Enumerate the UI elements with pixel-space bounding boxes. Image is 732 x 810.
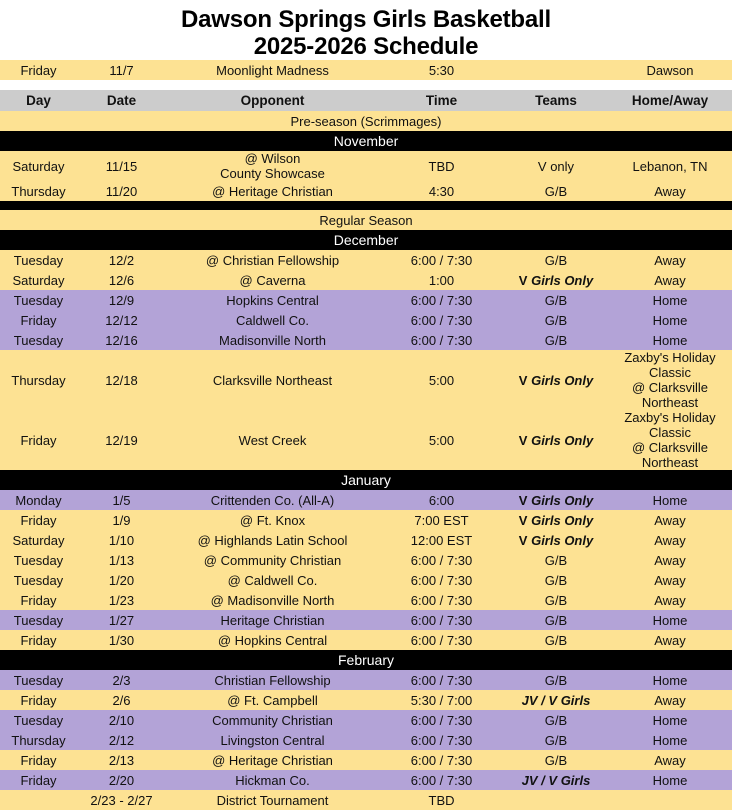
cell-home-away: Away bbox=[608, 750, 732, 770]
cell-date: 11/20 bbox=[77, 181, 166, 201]
cell-opponent: Hickman Co. bbox=[166, 770, 379, 790]
cell-date: 12/16 bbox=[77, 330, 166, 350]
cell-home-away: Zaxby's Holiday Classic @ Clarksville Northeast bbox=[608, 350, 732, 410]
cell-teams: G/B bbox=[504, 250, 608, 270]
cell-time: 6:00 / 7:30 bbox=[379, 330, 504, 350]
table-row[interactable] bbox=[0, 750, 732, 770]
cell-day: Friday bbox=[0, 590, 77, 610]
table-row[interactable] bbox=[0, 410, 732, 470]
cell-day: Tuesday bbox=[0, 250, 77, 270]
cell-time: 5:00 bbox=[379, 410, 504, 470]
month-label-december: December bbox=[0, 230, 732, 250]
table-row[interactable] bbox=[0, 710, 732, 730]
table-row-moonlight-madness[interactable] bbox=[0, 60, 732, 80]
cell-teams: G/B bbox=[504, 181, 608, 201]
cell-teams: G/B bbox=[504, 710, 608, 730]
cell-time: 6:00 / 7:30 bbox=[379, 730, 504, 750]
cell-time: 6:00 / 7:30 bbox=[379, 250, 504, 270]
cell-teams: G/B bbox=[504, 330, 608, 350]
cell-home-away: Home bbox=[608, 290, 732, 310]
month-label-january: January bbox=[0, 470, 732, 490]
cell-home-away: Away bbox=[608, 270, 732, 290]
schedule-body bbox=[0, 60, 732, 151]
cell-home-away: Away bbox=[608, 590, 732, 610]
cell-day bbox=[0, 790, 77, 810]
cell-home-away: Home bbox=[608, 730, 732, 750]
cell-date: 2/20 bbox=[77, 770, 166, 790]
cell-date: 2/12 bbox=[77, 730, 166, 750]
cell-date: 2/3 bbox=[77, 670, 166, 690]
cell-teams: G/B bbox=[504, 290, 608, 310]
cell-home-away: Away bbox=[608, 181, 732, 201]
cell-teams: V only bbox=[504, 151, 608, 181]
cell-day: Friday bbox=[0, 60, 77, 80]
table-row[interactable] bbox=[0, 570, 732, 590]
cell-opponent: Clarksville Northeast bbox=[166, 350, 379, 410]
cell-time: 6:00 / 7:30 bbox=[379, 570, 504, 590]
cell-opponent: District Tournament bbox=[166, 790, 379, 810]
table-row[interactable] bbox=[0, 610, 732, 630]
rows-group-november bbox=[0, 151, 732, 201]
cell-home-away: Away bbox=[608, 510, 732, 530]
cell-opponent: @ Heritage Christian bbox=[166, 750, 379, 770]
cell-date: 1/10 bbox=[77, 530, 166, 550]
cell-date: 1/5 bbox=[77, 490, 166, 510]
cell-day: Tuesday bbox=[0, 670, 77, 690]
cell-teams: V Girls Only bbox=[504, 350, 608, 410]
cell-home-away: Home bbox=[608, 770, 732, 790]
cell-opponent: @ Ft. Campbell bbox=[166, 690, 379, 710]
cell-opponent: @ Heritage Christian bbox=[166, 181, 379, 201]
cell-teams: G/B bbox=[504, 610, 608, 630]
cell-date: 1/27 bbox=[77, 610, 166, 630]
table-row[interactable] bbox=[0, 181, 732, 201]
table-row[interactable] bbox=[0, 730, 732, 750]
cell-day: Tuesday bbox=[0, 550, 77, 570]
cell-opponent: West Creek bbox=[166, 410, 379, 470]
cell-opponent: Christian Fellowship bbox=[166, 670, 379, 690]
cell-date: 2/10 bbox=[77, 710, 166, 730]
cell-home-away: Away bbox=[608, 570, 732, 590]
cell-opponent: @ Caverna bbox=[166, 270, 379, 290]
table-row[interactable] bbox=[0, 310, 732, 330]
column-header-home-away: Home/Away bbox=[608, 90, 732, 111]
cell-opponent: Caldwell Co. bbox=[166, 310, 379, 330]
cell-time: 4:30 bbox=[379, 181, 504, 201]
section-header-preseason bbox=[0, 111, 732, 131]
cell-time: 6:00 / 7:30 bbox=[379, 770, 504, 790]
cell-date: 1/9 bbox=[77, 510, 166, 530]
cell-opponent: Community Christian bbox=[166, 710, 379, 730]
cell-day: Saturday bbox=[0, 530, 77, 550]
cell-time: 6:00 / 7:30 bbox=[379, 310, 504, 330]
cell-time: 5:00 bbox=[379, 350, 504, 410]
cell-day: Saturday bbox=[0, 151, 77, 181]
cell-time: TBD bbox=[379, 151, 504, 181]
month-header-january bbox=[0, 470, 732, 490]
cell-home-away: Away bbox=[608, 250, 732, 270]
cell-time: 1:00 bbox=[379, 270, 504, 290]
month-header-february bbox=[0, 650, 732, 670]
cell-date: 12/6 bbox=[77, 270, 166, 290]
cell-day: Friday bbox=[0, 310, 77, 330]
column-header-date: Date bbox=[77, 90, 166, 111]
cell-time: 5:30 bbox=[379, 60, 504, 80]
cell-teams: V Girls Only bbox=[504, 490, 608, 510]
cell-day: Friday bbox=[0, 510, 77, 530]
table-row[interactable] bbox=[0, 350, 732, 410]
cell-opponent: @ Community Christian bbox=[166, 550, 379, 570]
table-row[interactable] bbox=[0, 151, 732, 181]
cell-day: Friday bbox=[0, 770, 77, 790]
cell-home-away: Home bbox=[608, 670, 732, 690]
cell-date: 11/15 bbox=[77, 151, 166, 181]
cell-date: 12/9 bbox=[77, 290, 166, 310]
cell-day: Monday bbox=[0, 490, 77, 510]
cell-teams: V Girls Only bbox=[504, 270, 608, 290]
cell-teams bbox=[504, 790, 608, 810]
cell-time: TBD bbox=[379, 790, 504, 810]
cell-time: 7:00 EST bbox=[379, 510, 504, 530]
cell-day: Friday bbox=[0, 630, 77, 650]
table-row[interactable] bbox=[0, 490, 732, 510]
section-label-preseason: Pre-season (Scrimmages) bbox=[0, 111, 732, 131]
cell-date: 12/18 bbox=[77, 350, 166, 410]
cell-date: 12/19 bbox=[77, 410, 166, 470]
cell-teams: G/B bbox=[504, 730, 608, 750]
cell-teams: G/B bbox=[504, 750, 608, 770]
rows-group-february bbox=[0, 670, 732, 810]
cell-opponent: @ Madisonville North bbox=[166, 590, 379, 610]
cell-day: Tuesday bbox=[0, 610, 77, 630]
cell-date: 1/20 bbox=[77, 570, 166, 590]
cell-opponent: Heritage Christian bbox=[166, 610, 379, 630]
table-row[interactable] bbox=[0, 550, 732, 570]
cell-time: 5:30 / 7:00 bbox=[379, 690, 504, 710]
cell-opponent: Madisonville North bbox=[166, 330, 379, 350]
cell-time: 6:00 / 7:30 bbox=[379, 670, 504, 690]
table-row[interactable] bbox=[0, 670, 732, 690]
cell-teams: G/B bbox=[504, 310, 608, 330]
cell-home-away: Away bbox=[608, 690, 732, 710]
table-row[interactable] bbox=[0, 590, 732, 610]
cell-date: 1/30 bbox=[77, 630, 166, 650]
table-row[interactable] bbox=[0, 530, 732, 550]
cell-teams: V Girls Only bbox=[504, 510, 608, 530]
cell-home-away: Dawson bbox=[608, 60, 732, 80]
title-line-1: Dawson Springs Girls Basketball bbox=[181, 6, 551, 33]
cell-day: Tuesday bbox=[0, 330, 77, 350]
divider-bar-after-november bbox=[0, 201, 732, 210]
cell-teams: G/B bbox=[504, 630, 608, 650]
column-header-day: Day bbox=[0, 90, 77, 111]
cell-teams: JV / V Girls bbox=[504, 690, 608, 710]
cell-teams: V Girls Only bbox=[504, 410, 608, 470]
cell-time: 6:00 / 7:30 bbox=[379, 590, 504, 610]
cell-day: Tuesday bbox=[0, 290, 77, 310]
cell-date: 12/2 bbox=[77, 250, 166, 270]
cell-home-away: Away bbox=[608, 530, 732, 550]
column-header-row bbox=[0, 90, 732, 111]
spacer-row bbox=[0, 80, 732, 90]
table-row[interactable] bbox=[0, 690, 732, 710]
cell-opponent: @ Wilson County Showcase bbox=[166, 151, 379, 181]
divider-cell bbox=[0, 201, 732, 210]
table-row[interactable] bbox=[0, 630, 732, 650]
spacer-cell bbox=[0, 80, 732, 90]
cell-opponent: Hopkins Central bbox=[166, 290, 379, 310]
cell-day: Tuesday bbox=[0, 570, 77, 590]
cell-time: 12:00 EST bbox=[379, 530, 504, 550]
cell-teams bbox=[504, 60, 608, 80]
cell-time: 6:00 bbox=[379, 490, 504, 510]
cell-day: Saturday bbox=[0, 270, 77, 290]
cell-day: Thursday bbox=[0, 730, 77, 750]
cell-home-away: Lebanon, TN bbox=[608, 151, 732, 181]
cell-day: Thursday bbox=[0, 181, 77, 201]
cell-opponent: Moonlight Madness bbox=[166, 60, 379, 80]
cell-teams: G/B bbox=[504, 570, 608, 590]
cell-date: 2/6 bbox=[77, 690, 166, 710]
cell-opponent: @ Christian Fellowship bbox=[166, 250, 379, 270]
column-header-time: Time bbox=[379, 90, 504, 111]
cell-opponent: Crittenden Co. (All-A) bbox=[166, 490, 379, 510]
month-label-february: February bbox=[0, 650, 732, 670]
cell-time: 6:00 / 7:30 bbox=[379, 750, 504, 770]
table-row[interactable] bbox=[0, 510, 732, 530]
cell-date: 11/7 bbox=[77, 60, 166, 80]
cell-opponent: @ Hopkins Central bbox=[166, 630, 379, 650]
cell-home-away: Zaxby's Holiday Classic @ Clarksville Northeast bbox=[608, 410, 732, 470]
table-row[interactable] bbox=[0, 270, 732, 290]
schedule-table bbox=[0, 60, 732, 810]
cell-time: 6:00 / 7:30 bbox=[379, 290, 504, 310]
cell-time: 6:00 / 7:30 bbox=[379, 550, 504, 570]
rows-group-january bbox=[0, 490, 732, 650]
table-row[interactable] bbox=[0, 290, 732, 310]
cell-teams: G/B bbox=[504, 670, 608, 690]
cell-home-away: Home bbox=[608, 710, 732, 730]
cell-teams: G/B bbox=[504, 590, 608, 610]
cell-home-away: Away bbox=[608, 550, 732, 570]
cell-day: Thursday bbox=[0, 350, 77, 410]
cell-date: 12/12 bbox=[77, 310, 166, 330]
cell-teams: V Girls Only bbox=[504, 530, 608, 550]
month-header-november bbox=[0, 131, 732, 151]
cell-date: 1/23 bbox=[77, 590, 166, 610]
cell-time: 6:00 / 7:30 bbox=[379, 710, 504, 730]
cell-day: Tuesday bbox=[0, 710, 77, 730]
cell-teams: JV / V Girls bbox=[504, 770, 608, 790]
cell-opponent: Livingston Central bbox=[166, 730, 379, 750]
cell-teams: G/B bbox=[504, 550, 608, 570]
cell-day: Friday bbox=[0, 410, 77, 470]
cell-opponent: @ Caldwell Co. bbox=[166, 570, 379, 590]
title-line-2: 2025-2026 Schedule bbox=[253, 33, 479, 60]
cell-date: 2/13 bbox=[77, 750, 166, 770]
table-row[interactable] bbox=[0, 250, 732, 270]
cell-day: Friday bbox=[0, 690, 77, 710]
column-header-opponent: Opponent bbox=[166, 90, 379, 111]
cell-time: 6:00 / 7:30 bbox=[379, 610, 504, 630]
cell-opponent: @ Ft. Knox bbox=[166, 510, 379, 530]
cell-home-away bbox=[608, 790, 732, 810]
table-row[interactable] bbox=[0, 330, 732, 350]
rows-group-december bbox=[0, 250, 732, 470]
cell-home-away: Home bbox=[608, 310, 732, 330]
table-row[interactable] bbox=[0, 790, 732, 810]
cell-date: 1/13 bbox=[77, 550, 166, 570]
page-title bbox=[0, 0, 732, 60]
section-label-regular-season: Regular Season bbox=[0, 210, 732, 230]
cell-date: 2/23 - 2/27 bbox=[77, 790, 166, 810]
cell-home-away: Home bbox=[608, 330, 732, 350]
cell-home-away: Home bbox=[608, 610, 732, 630]
section-header-regular-season bbox=[0, 210, 732, 230]
cell-home-away: Home bbox=[608, 490, 732, 510]
table-row[interactable] bbox=[0, 770, 732, 790]
cell-home-away: Away bbox=[608, 630, 732, 650]
cell-opponent: @ Highlands Latin School bbox=[166, 530, 379, 550]
month-label-november: November bbox=[0, 131, 732, 151]
column-header-teams: Teams bbox=[504, 90, 608, 111]
cell-day: Friday bbox=[0, 750, 77, 770]
cell-time: 6:00 / 7:30 bbox=[379, 630, 504, 650]
month-header-december bbox=[0, 230, 732, 250]
